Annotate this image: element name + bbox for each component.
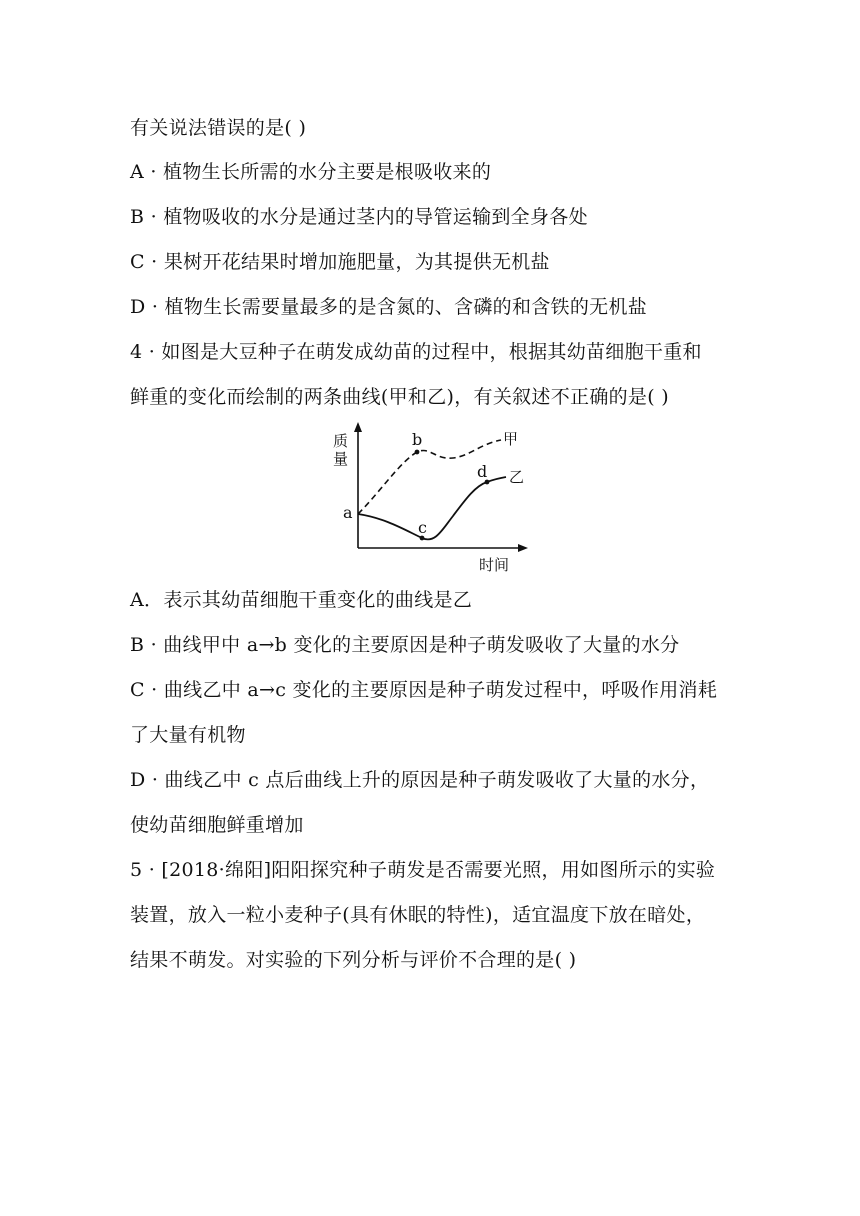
point-d-label: d bbox=[477, 462, 488, 481]
q3-option-b: B · 植物吸收的水分是通过茎内的导管运输到全身各处 bbox=[130, 206, 588, 228]
point-b-label: b bbox=[412, 430, 423, 449]
q4-option-d-line-1: D · 曲线乙中 c 点后曲线上升的原因是种子萌发吸收了大量的水分， bbox=[130, 769, 710, 791]
q3-option-d: D · 植物生长需要量最多的是含氮的、含磷的和含铁的无机盐 bbox=[130, 296, 648, 318]
q5-stem-line-2: 装置，放入一粒小麦种子(具有休眠的特性)，适宜温度下放在暗处， bbox=[130, 904, 706, 926]
q4-option-d-line-2: 使幼苗细胞鲜重增加 bbox=[130, 814, 304, 836]
y-axis-arrow bbox=[354, 422, 362, 432]
q4-option-a: A．表示其幼苗细胞干重变化的曲线是乙 bbox=[130, 589, 473, 611]
x-axis-arrow bbox=[518, 544, 528, 552]
y-axis-label-1: 质 bbox=[333, 432, 349, 450]
q3-option-a: A · 植物生长所需的水分主要是根吸收来的 bbox=[130, 161, 492, 183]
q5-stem-line-3: 结果不萌发。对实验的下列分析与评价不合理的是( ) bbox=[130, 949, 577, 971]
point-b-dot bbox=[415, 450, 420, 455]
point-a-label: a bbox=[343, 503, 353, 522]
seed-weight-figure bbox=[325, 420, 535, 580]
q3-option-c: C · 果树开花结果时增加施肥量，为其提供无机盐 bbox=[130, 251, 550, 273]
q4-option-b: B · 曲线甲中 a→b 变化的主要原因是种子萌发吸收了大量的水分 bbox=[130, 634, 680, 656]
point-c-label: c bbox=[418, 518, 427, 537]
q4-stem-line-1: 4 · 如图是大豆种子在萌发成幼苗的过程中，根据其幼苗细胞干重和 bbox=[130, 341, 702, 363]
curve-yi-label: 乙 bbox=[509, 468, 525, 486]
q3-stem-tail: 有关说法错误的是( ) bbox=[130, 117, 307, 139]
q5-stem-line-1: 5 · [2018·绵阳]阳阳探究种子萌发是否需要光照，用如图所示的实验 bbox=[130, 859, 716, 881]
x-axis-label: 时间 bbox=[479, 556, 510, 574]
curve-jia-label: 甲 bbox=[503, 430, 519, 448]
q4-option-c-line-1: C · 曲线乙中 a→c 变化的主要原因是种子萌发过程中，呼吸作用消耗 bbox=[130, 679, 718, 701]
curve-yi bbox=[358, 477, 506, 539]
y-axis-label-2: 量 bbox=[333, 450, 349, 468]
q4-stem-line-2: 鲜重的变化而绘制的两条曲线(甲和乙)，有关叙述不正确的是( ) bbox=[130, 386, 669, 408]
q4-option-c-line-2: 了大量有机物 bbox=[130, 724, 246, 746]
